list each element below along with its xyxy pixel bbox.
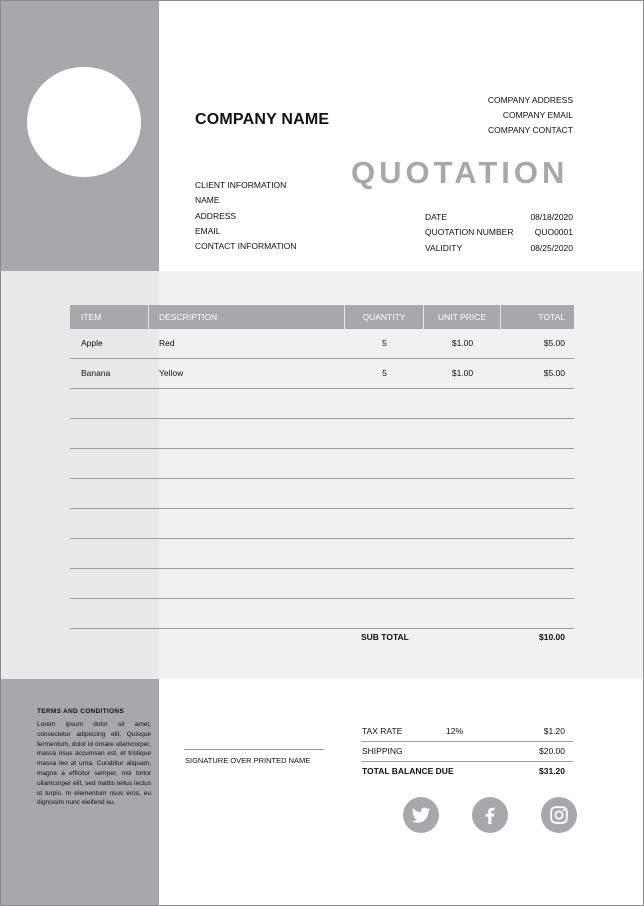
cell-unit-price (424, 539, 501, 568)
meta-label: DATE (425, 212, 448, 222)
cell-description (149, 419, 345, 448)
cell-unit-price (424, 419, 501, 448)
cell-total: $5.00 (543, 338, 565, 348)
cell-item (70, 539, 149, 568)
meta-row-number (425, 225, 573, 240)
cell-description (149, 449, 345, 478)
header-total: TOTAL (538, 312, 565, 322)
table-row (70, 599, 574, 629)
company-email: COMPANY EMAIL (502, 110, 573, 120)
cell-quantity (345, 449, 424, 478)
shipping-label: SHIPPING (362, 746, 403, 756)
shipping-row (361, 742, 573, 762)
cell-unit-price: $1.00 (451, 338, 474, 348)
table-row (70, 479, 574, 509)
subtotal-value: $10.00 (539, 632, 565, 642)
cell-description (149, 479, 345, 508)
cell-item (70, 509, 149, 538)
cell-quantity: 5 (382, 338, 387, 348)
cell-unit-price (424, 479, 501, 508)
header-item: ITEM (70, 305, 149, 329)
cell-unit-price (424, 389, 501, 418)
instagram-icon[interactable] (541, 797, 577, 833)
subtotal-row (361, 632, 565, 642)
items-table (70, 305, 574, 629)
terms-title: TERMS AND CONDITIONS (37, 708, 125, 715)
tax-row (361, 722, 573, 742)
cell-unit-price (424, 599, 501, 628)
cell-item (70, 419, 149, 448)
client-address: ADDRESS (195, 210, 237, 221)
cell-item (70, 569, 149, 598)
cell-item: Banana (81, 368, 111, 378)
client-contact: CONTACT INFORMATION (195, 241, 297, 252)
cell-item (70, 479, 149, 508)
cell-description (149, 539, 345, 568)
cell-quantity (345, 599, 424, 628)
cell-quantity (345, 479, 424, 508)
header-quantity: QUANTITY (345, 305, 424, 329)
table-row (70, 569, 574, 599)
shipping-value: $20.00 (539, 746, 565, 756)
header-unit-price: UNIT PRICE (424, 305, 501, 329)
cell-item (70, 599, 149, 628)
table-row (70, 509, 574, 539)
meta-row-validity (425, 241, 573, 256)
terms-text: Lorem ipsum dolor sit amet, consectetur adipiscing elit. Quisque fermentum, dolor id ornare ullamcorper, massa risus accumsan est, et tristique massa leo at urna. Curabitur aliquam, magna a efficitur semper, nisl tortor ullamcorper elit, sed mattis tellus lectus id turpis. In elementum risus eros, eu dignissim nunc eleifend eu. (37, 721, 151, 807)
cell-item (70, 449, 149, 478)
tax-label: TAX RATE (362, 726, 403, 736)
cell-total (501, 509, 574, 538)
logo-placeholder (27, 67, 141, 177)
table-row (70, 449, 574, 479)
twitter-icon[interactable] (403, 797, 439, 833)
table-row (70, 389, 574, 419)
tax-rate: 12% (446, 726, 464, 736)
subtotal-label: SUB TOTAL (361, 632, 409, 642)
balance-value: $31.20 (539, 766, 565, 776)
company-name: COMPANY NAME (195, 111, 330, 128)
meta-label: VALIDITY (425, 242, 463, 253)
cell-total (501, 419, 574, 448)
cell-description: Red (159, 338, 175, 348)
client-info (195, 178, 297, 254)
table-row (70, 419, 574, 449)
client-email: EMAIL (195, 225, 221, 236)
client-heading: CLIENT INFORMATION (195, 180, 287, 190)
meta-value: QUO0001 (534, 227, 573, 238)
cell-description (149, 569, 345, 598)
cell-unit-price (424, 509, 501, 538)
meta-value: 08/25/2020 (530, 242, 573, 253)
cell-item: Apple (81, 338, 103, 348)
cell-total (501, 569, 574, 598)
signature-line (184, 749, 324, 750)
meta-value: 08/18/2020 (530, 212, 573, 222)
table-row (70, 359, 574, 389)
table-row (70, 329, 574, 359)
document-title: QUOTATION (351, 155, 569, 190)
signature-label: SIGNATURE OVER PRINTED NAME (185, 756, 311, 765)
cell-quantity (345, 389, 424, 418)
cell-quantity (345, 539, 424, 568)
meta-row-date (425, 210, 573, 225)
cell-unit-price (424, 449, 501, 478)
cell-total (501, 449, 574, 478)
cell-item (70, 389, 149, 418)
company-info (488, 93, 573, 138)
balance-label: TOTAL BALANCE DUE (362, 766, 454, 776)
cell-total: $5.00 (543, 368, 565, 378)
table-body (70, 329, 574, 629)
balance-row (361, 762, 573, 781)
cell-total (501, 599, 574, 628)
cell-total (501, 479, 574, 508)
cell-quantity (345, 569, 424, 598)
cell-unit-price: $1.00 (451, 368, 474, 378)
cell-description (149, 599, 345, 628)
cell-quantity: 5 (382, 368, 387, 378)
company-address: COMPANY ADDRESS (487, 95, 573, 105)
cell-quantity (345, 509, 424, 538)
company-contact: COMPANY CONTACT (487, 125, 573, 135)
totals-block (361, 722, 573, 781)
cell-quantity (345, 419, 424, 448)
table-row (70, 539, 574, 569)
table-header (70, 305, 574, 329)
header-description: DESCRIPTION (149, 305, 345, 329)
cell-description (149, 389, 345, 418)
cell-total (501, 539, 574, 568)
cell-description (149, 509, 345, 538)
client-name: NAME (195, 195, 220, 206)
cell-description: Yellow (159, 368, 184, 378)
cell-total (501, 389, 574, 418)
cell-unit-price (424, 569, 501, 598)
tax-value: $1.20 (543, 726, 565, 736)
meta-label: QUOTATION NUMBER (425, 227, 514, 238)
quotation-meta (425, 210, 573, 256)
facebook-icon[interactable] (472, 797, 508, 833)
